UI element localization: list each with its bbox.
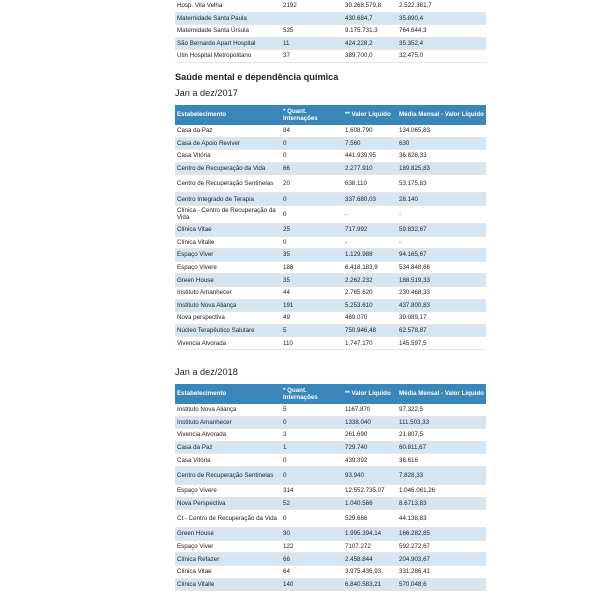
table-2017-wrapper: [175, 105, 486, 350]
cell-internacoes: 535: [281, 25, 343, 38]
cell-valor-liquido: 529.666: [343, 510, 397, 528]
cell-media-mensal: 8.6713,83: [397, 497, 486, 510]
cell-valor-liquido: 638.110: [343, 175, 397, 193]
cell-estabelecimento: Centro de Recuperação Sentinelas: [175, 175, 281, 193]
table-row: [175, 223, 486, 236]
cell-media-mensal: 145.597,5: [397, 337, 486, 350]
col-header-valor-liquido: ** Valor Líquido: [343, 105, 397, 125]
cell-internacoes: 44: [281, 286, 343, 299]
col-header-estabelecimento: Estabelecimento: [175, 384, 281, 404]
cell-media-mensal: 28.140: [397, 193, 486, 206]
cell-internacoes: 5: [281, 324, 343, 337]
cell-estabelecimento: Espaço Viver: [175, 249, 281, 262]
table-row: [175, 205, 486, 223]
cell-valor-liquido: 389.700,0: [343, 50, 397, 63]
table-row: [175, 193, 486, 206]
cell-valor-liquido: 1.040.566: [343, 497, 397, 510]
table-row: [175, 125, 486, 137]
cell-internacoes: 2192: [281, 0, 343, 12]
cell-media-mensal: 35.352,4: [397, 37, 486, 50]
cell-estabelecimento: Vivencia Alvorada: [175, 429, 281, 442]
table-row: [175, 484, 486, 497]
table-2018-header-row: [175, 384, 486, 404]
table-row: [175, 404, 486, 416]
cell-estabelecimento: Vivencia Alvorada: [175, 337, 281, 350]
table-row: [175, 540, 486, 553]
cell-valor-liquido: 2.458.844: [343, 553, 397, 566]
top-hospital-table: [175, 0, 486, 63]
cell-valor-liquido: 1.995.394,14: [343, 528, 397, 541]
table-row: [175, 286, 486, 299]
cell-media-mensal: 1.046.061,26: [397, 484, 486, 497]
cell-estabelecimento: Nova Perspectiva: [175, 497, 281, 510]
cell-media-mensal: 94.165,67: [397, 249, 486, 262]
cell-media-mensal: 166.282,85: [397, 528, 486, 541]
cell-estabelecimento: Instituto Amanhecer: [175, 286, 281, 299]
cell-internacoes: 110: [281, 337, 343, 350]
cell-valor-liquido: 750.946,48: [343, 324, 397, 337]
cell-internacoes: 1: [281, 441, 343, 454]
cell-estabelecimento: São Bernardo Apart Hospital: [175, 37, 281, 50]
col-header-media-mensal: Média Mensal - Valor Líquido: [397, 384, 486, 404]
table-2017-header-row: [175, 105, 486, 125]
cell-internacoes: 52: [281, 497, 343, 510]
cell-internacoes: 0: [281, 466, 343, 484]
cell-media-mensal: 230.468,33: [397, 286, 486, 299]
cell-media-mensal: 534.848,66: [397, 261, 486, 274]
cell-estabelecimento: Clínica Refazer: [175, 553, 281, 566]
table-row: [175, 324, 486, 337]
cell-estabelecimento: Hosp. Vila Velha: [175, 0, 281, 12]
period-2018-heading: Jan a dez/2018: [175, 367, 238, 377]
cell-estabelecimento: Casa Vitória: [175, 150, 281, 163]
cell-media-mensal: 2.522.381,7: [397, 0, 486, 12]
cell-valor-liquido: 7107.272: [343, 540, 397, 553]
cell-valor-liquido: 261.690: [343, 429, 397, 442]
col-header-internacoes: * Quant. Internações: [281, 384, 343, 404]
cell-estabelecimento: Clínica - Centro de Recuperação da Vida: [175, 205, 281, 223]
table-row: [175, 12, 486, 25]
table-row: [175, 261, 486, 274]
period-2017-heading: Jan a dez/2017: [175, 88, 238, 98]
cell-valor-liquido: 1.129.988: [343, 249, 397, 262]
col-header-media-mensal: Média Mensal - Valor Líquido: [397, 105, 486, 125]
top-table-wrapper: [175, 0, 486, 63]
cell-valor-liquido: 93.940: [343, 466, 397, 484]
cell-estabelecimento: Utin Hospital Metropolitano: [175, 50, 281, 63]
cell-estabelecimento: Centro de Recuperação da Vida: [175, 162, 281, 175]
cell-internacoes: 0: [281, 236, 343, 249]
cell-estabelecimento: Maternidade Santa Paula: [175, 12, 281, 25]
table-row: [175, 497, 486, 510]
cell-internacoes: 0: [281, 416, 343, 429]
cell-estabelecimento: Instituto Nova Aliança: [175, 404, 281, 416]
cell-internacoes: 35: [281, 249, 343, 262]
cell-media-mensal: 60.811,67: [397, 441, 486, 454]
cell-internacoes: 66: [281, 162, 343, 175]
cell-media-mensal: 36.616: [397, 454, 486, 467]
cell-estabelecimento: Espaço Viver: [175, 540, 281, 553]
cell-valor-liquido: 1167.870: [343, 404, 397, 416]
cell-media-mensal: 21.807,5: [397, 429, 486, 442]
cell-valor-liquido: 1.608.790: [343, 125, 397, 137]
table-2018-wrapper: [175, 384, 486, 591]
cell-estabelecimento: Ct - Centro de Recuperação da Vida: [175, 510, 281, 528]
cell-estabelecimento: Casa da Paz: [175, 441, 281, 454]
cell-estabelecimento: Centro de Recuperação Sentinelas: [175, 466, 281, 484]
cell-internacoes: 20: [281, 175, 343, 193]
cell-estabelecimento: Clínica Vitae: [175, 223, 281, 236]
cell-estabelecimento: Casa Vitória: [175, 454, 281, 467]
cell-media-mensal: 35.890,4: [397, 12, 486, 25]
cell-media-mensal: 7.828,33: [397, 466, 486, 484]
cell-estabelecimento: Green House: [175, 528, 281, 541]
cell-valor-liquido: 1338.040: [343, 416, 397, 429]
cell-media-mensal: 134.065,83: [397, 125, 486, 137]
table-row: [175, 510, 486, 528]
cell-valor-liquido: 717.992: [343, 223, 397, 236]
cell-media-mensal: 111.503,33: [397, 416, 486, 429]
table-row: [175, 150, 486, 163]
col-header-internacoes: * Quant. Internações: [281, 105, 343, 125]
cell-estabelecimento: Clínica Vitalle: [175, 236, 281, 249]
table-row: [175, 528, 486, 541]
cell-internacoes: 84: [281, 125, 343, 137]
cell-internacoes: 35: [281, 274, 343, 287]
cell-media-mensal: 592.272,67: [397, 540, 486, 553]
cell-internacoes: 64: [281, 565, 343, 578]
table-row: [175, 429, 486, 442]
table-row: [175, 337, 486, 350]
table-row: [175, 466, 486, 484]
cell-internacoes: 0: [281, 510, 343, 528]
cell-internacoes: 191: [281, 299, 343, 312]
cell-estabelecimento: Núcleo Terapêutico Salutare: [175, 324, 281, 337]
cell-internacoes: 0: [281, 193, 343, 206]
table-row: [175, 578, 486, 591]
cell-media-mensal: 39.089,17: [397, 312, 486, 325]
cell-valor-liquido: 469.070: [343, 312, 397, 325]
cell-media-mensal: 189.825,83: [397, 162, 486, 175]
table-row: [175, 249, 486, 262]
cell-valor-liquido: 2.765.620: [343, 286, 397, 299]
cell-estabelecimento: Instituto Amanhecer: [175, 416, 281, 429]
cell-valor-liquido: -: [343, 205, 397, 223]
cell-estabelecimento: Casa da Paz: [175, 125, 281, 137]
table-row: [175, 299, 486, 312]
cell-estabelecimento: Instituto Nova Aliança: [175, 299, 281, 312]
table-2017: [175, 105, 486, 350]
section-title: Saúde mental e dependência química: [175, 72, 339, 82]
table-row: [175, 0, 486, 12]
table-row: [175, 25, 486, 38]
cell-media-mensal: 36.828,33: [397, 150, 486, 163]
table-row: [175, 565, 486, 578]
cell-estabelecimento: Nova perspectiva: [175, 312, 281, 325]
cell-media-mensal: 59.832,67: [397, 223, 486, 236]
table-row: [175, 137, 486, 150]
table-row: [175, 50, 486, 63]
table-row: [175, 416, 486, 429]
cell-media-mensal: 570.048,6: [397, 578, 486, 591]
cell-media-mensal: 32.475,0: [397, 50, 486, 63]
cell-internacoes: 0: [281, 137, 343, 150]
cell-internacoes: 140: [281, 578, 343, 591]
cell-valor-liquido: 430.684,7: [343, 12, 397, 25]
cell-internacoes: 188: [281, 261, 343, 274]
cell-media-mensal: 44.138,83: [397, 510, 486, 528]
cell-valor-liquido: 5.253.610: [343, 299, 397, 312]
cell-valor-liquido: 30.268.579,8: [343, 0, 397, 12]
cell-estabelecimento: Centro Integrado de Terapia: [175, 193, 281, 206]
table-row: [175, 274, 486, 287]
cell-valor-liquido: -: [343, 236, 397, 249]
cell-estabelecimento: Espaço Vivere: [175, 484, 281, 497]
cell-media-mensal: -: [397, 205, 486, 223]
cell-internacoes: 66: [281, 553, 343, 566]
table-row: [175, 162, 486, 175]
cell-estabelecimento: Clínica Vitalle: [175, 578, 281, 591]
cell-valor-liquido: 441.939,95: [343, 150, 397, 163]
cell-estabelecimento: Espaço Vivere: [175, 261, 281, 274]
cell-internacoes: 30: [281, 528, 343, 541]
table-row: [175, 454, 486, 467]
cell-valor-liquido: 2.262.232: [343, 274, 397, 287]
cell-valor-liquido: 337.680,03: [343, 193, 397, 206]
cell-media-mensal: 437.800,83: [397, 299, 486, 312]
cell-media-mensal: 764.644,3: [397, 25, 486, 38]
cell-valor-liquido: 7.560: [343, 137, 397, 150]
cell-internacoes: 5: [281, 404, 343, 416]
table-row: [175, 236, 486, 249]
cell-media-mensal: 188.519,33: [397, 274, 486, 287]
cell-internacoes: 49: [281, 312, 343, 325]
table-row: [175, 175, 486, 193]
table-2018: [175, 384, 486, 591]
cell-valor-liquido: 6.418.183,9: [343, 261, 397, 274]
cell-media-mensal: 62.578,87: [397, 324, 486, 337]
cell-estabelecimento: Maternidade Santa Úrsula: [175, 25, 281, 38]
cell-media-mensal: 204.903,67: [397, 553, 486, 566]
cell-media-mensal: 331.286,41: [397, 565, 486, 578]
cell-valor-liquido: 439.392: [343, 454, 397, 467]
cell-valor-liquido: 12.552.735,07: [343, 484, 397, 497]
cell-internacoes: 122: [281, 540, 343, 553]
cell-media-mensal: 630: [397, 137, 486, 150]
cell-internacoes: 314: [281, 484, 343, 497]
cell-internacoes: 3: [281, 429, 343, 442]
cell-media-mensal: -: [397, 236, 486, 249]
cell-valor-liquido: 424.228,2: [343, 37, 397, 50]
cell-valor-liquido: 1.747.170: [343, 337, 397, 350]
cell-valor-liquido: 2.277.910: [343, 162, 397, 175]
cell-estabelecimento: Green House: [175, 274, 281, 287]
table-row: [175, 553, 486, 566]
cell-internacoes: 0: [281, 454, 343, 467]
cell-internacoes: 25: [281, 223, 343, 236]
cell-internacoes: 37: [281, 50, 343, 63]
cell-valor-liquido: 3.975.436,93: [343, 565, 397, 578]
cell-valor-liquido: 9.175.731,3: [343, 25, 397, 38]
col-header-valor-liquido: ** Valor Líquido: [343, 384, 397, 404]
cell-internacoes: 11: [281, 37, 343, 50]
cell-internacoes: 0: [281, 205, 343, 223]
cell-internacoes: 0: [281, 150, 343, 163]
table-row: [175, 312, 486, 325]
cell-media-mensal: 53.175,83: [397, 175, 486, 193]
cell-valor-liquido: 729.740: [343, 441, 397, 454]
cell-media-mensal: 97.322,5: [397, 404, 486, 416]
cell-valor-liquido: 6.840.583,21: [343, 578, 397, 591]
cell-internacoes: [281, 12, 343, 25]
col-header-estabelecimento: Estabelecimento: [175, 105, 281, 125]
cell-estabelecimento: Clínica Vitae: [175, 565, 281, 578]
table-row: [175, 37, 486, 50]
cell-estabelecimento: Casa de Apoio Reviver: [175, 137, 281, 150]
table-row: [175, 441, 486, 454]
